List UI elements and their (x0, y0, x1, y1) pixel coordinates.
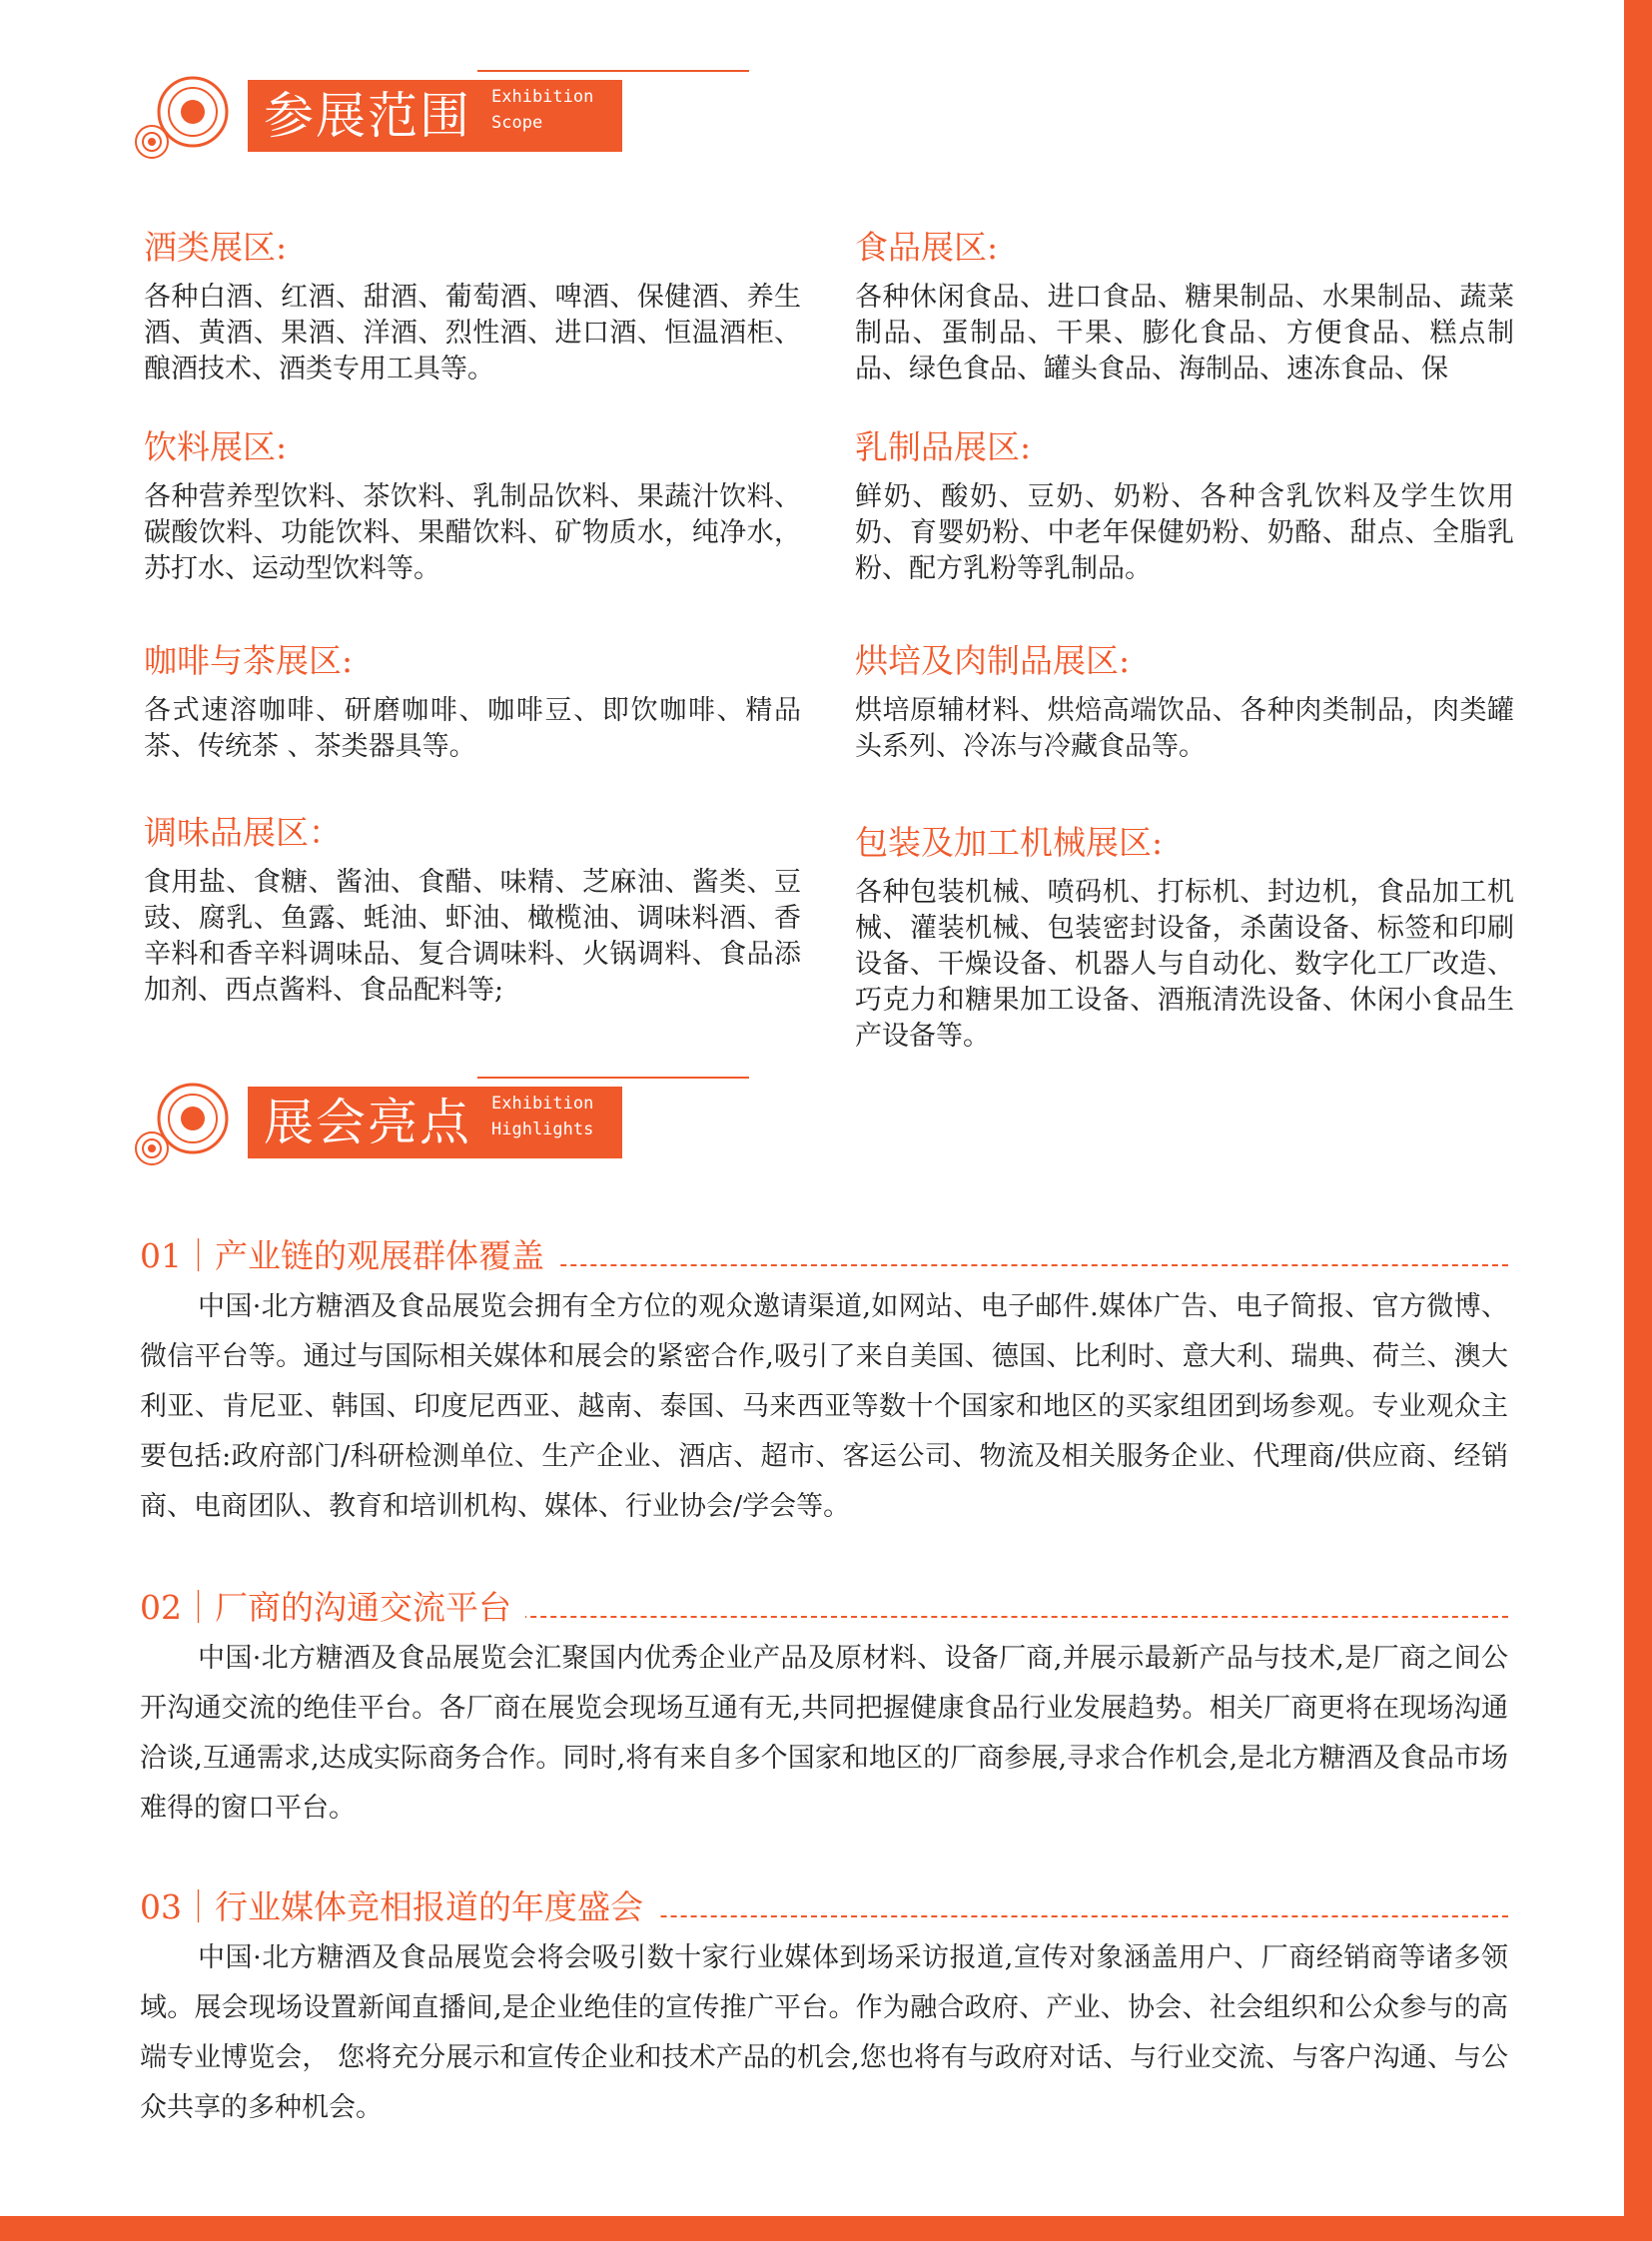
zone-title: 食品展区: (855, 228, 999, 267)
highlight-03 (140, 1885, 1508, 2133)
highlight-title: 03｜行业媒体竞相报道的年度盛会 (140, 1885, 657, 1929)
page-frame-right (1624, 0, 1652, 2241)
highlight-body: 中国·北方糖酒及食品展览会拥有全方位的观众邀请渠道,如网站、电子邮件.媒体广告、电子简报、官方微博、微信平台等。通过与国际相关媒体和展会的紧密合作,吸引了来自美国、德国、比利时、意大利、瑞典、荷兰、澳大利亚、肯尼亚、韩国、印度尼西亚、越南、泰国、马来西亚等数十个国家和地区的买家组团到场参观。专业观众主要包括:政府部门/科研检测单位、生产企业、酒店、超市、客运公司、物流及相关服务企业、代理商/供应商、经销商、电商团队、教育和培训机构、媒体、行业协会/学会等。 (140, 1291, 1508, 1522)
zone-body: 各种白酒、红酒、甜酒、葡萄酒、啤酒、保健酒、养生酒、黄酒、果酒、洋酒、烈性酒、进口酒、恒温酒柜、酿酒技术、酒类专用工具等。 (144, 282, 801, 384)
zone-body: 各种休闲食品、进口食品、糖果制品、水果制品、蔬菜制品、蛋制品、干果、膨化食品、方便食品、糕点制品、绿色食品、罐头食品、海制品、速冻食品、保 (855, 282, 1514, 384)
highlight-heading (140, 1234, 1508, 1278)
highlight-01 (140, 1234, 1508, 1532)
zone-beverage (144, 427, 801, 587)
zone-bakery (855, 641, 1514, 765)
zone-dairy (855, 427, 1514, 587)
zone-packaging (855, 823, 1514, 1055)
section-subtitle (491, 1091, 593, 1142)
zone-title: 乳制品展区: (855, 427, 1032, 466)
highlight-heading (140, 1586, 1508, 1630)
zone-title: 饮料展区: (144, 427, 288, 466)
target-circles-icon (130, 70, 260, 170)
highlights-section-header (130, 1077, 629, 1166)
zone-body: 鲜奶、酸奶、豆奶、奶粉、各种含乳饮料及学生饮用奶、育婴奶粉、中老年保健奶粉、奶酪、甜点、全脂乳粉、配方乳粉等乳制品。 (855, 481, 1514, 584)
zone-body: 各种营养型饮料、茶饮料、乳制品饮料、果蔬汁饮料、碳酸饮料、功能饮料、果醋饮料、矿物质水，纯净水，苏打水、运动型饮料等。 (144, 481, 801, 584)
scope-section-header (130, 70, 629, 160)
subtitle-line-1: Exhibition (491, 1094, 594, 1114)
zone-food (855, 228, 1514, 387)
subtitle-line-1: Exhibition (491, 87, 594, 107)
zone-seasoning (144, 813, 801, 1009)
zone-wine (144, 228, 801, 387)
target-circles-icon (130, 1077, 260, 1176)
subtitle-line-2: Highlights (491, 1120, 594, 1139)
zone-title: 酒类展区: (144, 228, 288, 267)
highlight-title: 01｜产业链的观展群体覆盖 (140, 1234, 558, 1278)
zone-title: 包装及加工机械展区: (855, 823, 1164, 862)
section-title: 展会亮点 (248, 1087, 477, 1158)
zone-body: 食用盐、食糖、酱油、食醋、味精、芝麻油、酱类、豆豉、腐乳、鱼露、蚝油、虾油、橄榄油、调味料酒、香辛料和香辛料调味品、复合调味料、火锅调料、食品添加剂、西点酱料、食品配料等; (144, 867, 801, 1006)
highlight-body: 中国·北方糖酒及食品展览会将会吸引数十家行业媒体到场采访报道,宣传对象涵盖用户、厂商经销商等诸多领域。展会现场设置新闻直播间,是企业绝佳的宣传推广平台。作为融合政府、产业、协会、社会组织和公众参与的高端专业博览会， 您将充分展示和宣传企业和技术产品的机会,您也将有与政府对话、与行业交流、与客户沟通、与公众共享的多种机会。 (140, 1942, 1508, 2123)
subtitle-line-2: Scope (491, 113, 543, 133)
zone-coffee (144, 641, 801, 765)
zone-body: 各种包装机械、喷码机、打标机、封边机，食品加工机械、灌装机械、包装密封设备，杀菌设备、标签和印刷设备、干燥设备、机器人与自动化、数字化工厂改造、巧克力和糖果加工设备、酒瓶清洗设备、休闲小食品生产设备等。 (855, 877, 1514, 1052)
highlight-body: 中国·北方糖酒及食品展览会汇聚国内优秀企业产品及原材料、设备厂商,并展示最新产品与技术,是厂商之间公开沟通交流的绝佳平台。各厂商在展览会现场互通有无,共同把握健康食品行业发展趋势。相关厂商更将在现场沟通洽谈,互通需求,达成实际商务合作。同时,将有来自多个国家和地区的厂商参展,寻求合作机会,是北方糖酒及食品市场难得的窗口平台。 (140, 1643, 1508, 1824)
zone-title: 咖啡与茶展区: (144, 641, 354, 680)
highlight-heading (140, 1885, 1508, 1929)
section-title: 参展范围 (248, 80, 477, 152)
section-subtitle (491, 84, 593, 136)
zone-body: 各式速溶咖啡、研磨咖啡、咖啡豆、即饮咖啡、精品茶、传统茶 、茶类器具等。 (144, 695, 801, 762)
highlight-title: 02｜厂商的沟通交流平台 (140, 1586, 525, 1630)
zone-title: 烘培及肉制品展区: (855, 641, 1131, 680)
zone-title: 调味品展区： (144, 813, 342, 852)
header-rule (477, 70, 749, 72)
page-frame-bottom (0, 2216, 1652, 2241)
header-rule (477, 1077, 749, 1079)
zone-body: 烘培原辅材料、烘焙高端饮品、各种肉类制品，肉类罐头系列、冷冻与冷藏食品等。 (855, 695, 1514, 762)
highlight-02 (140, 1586, 1508, 1834)
